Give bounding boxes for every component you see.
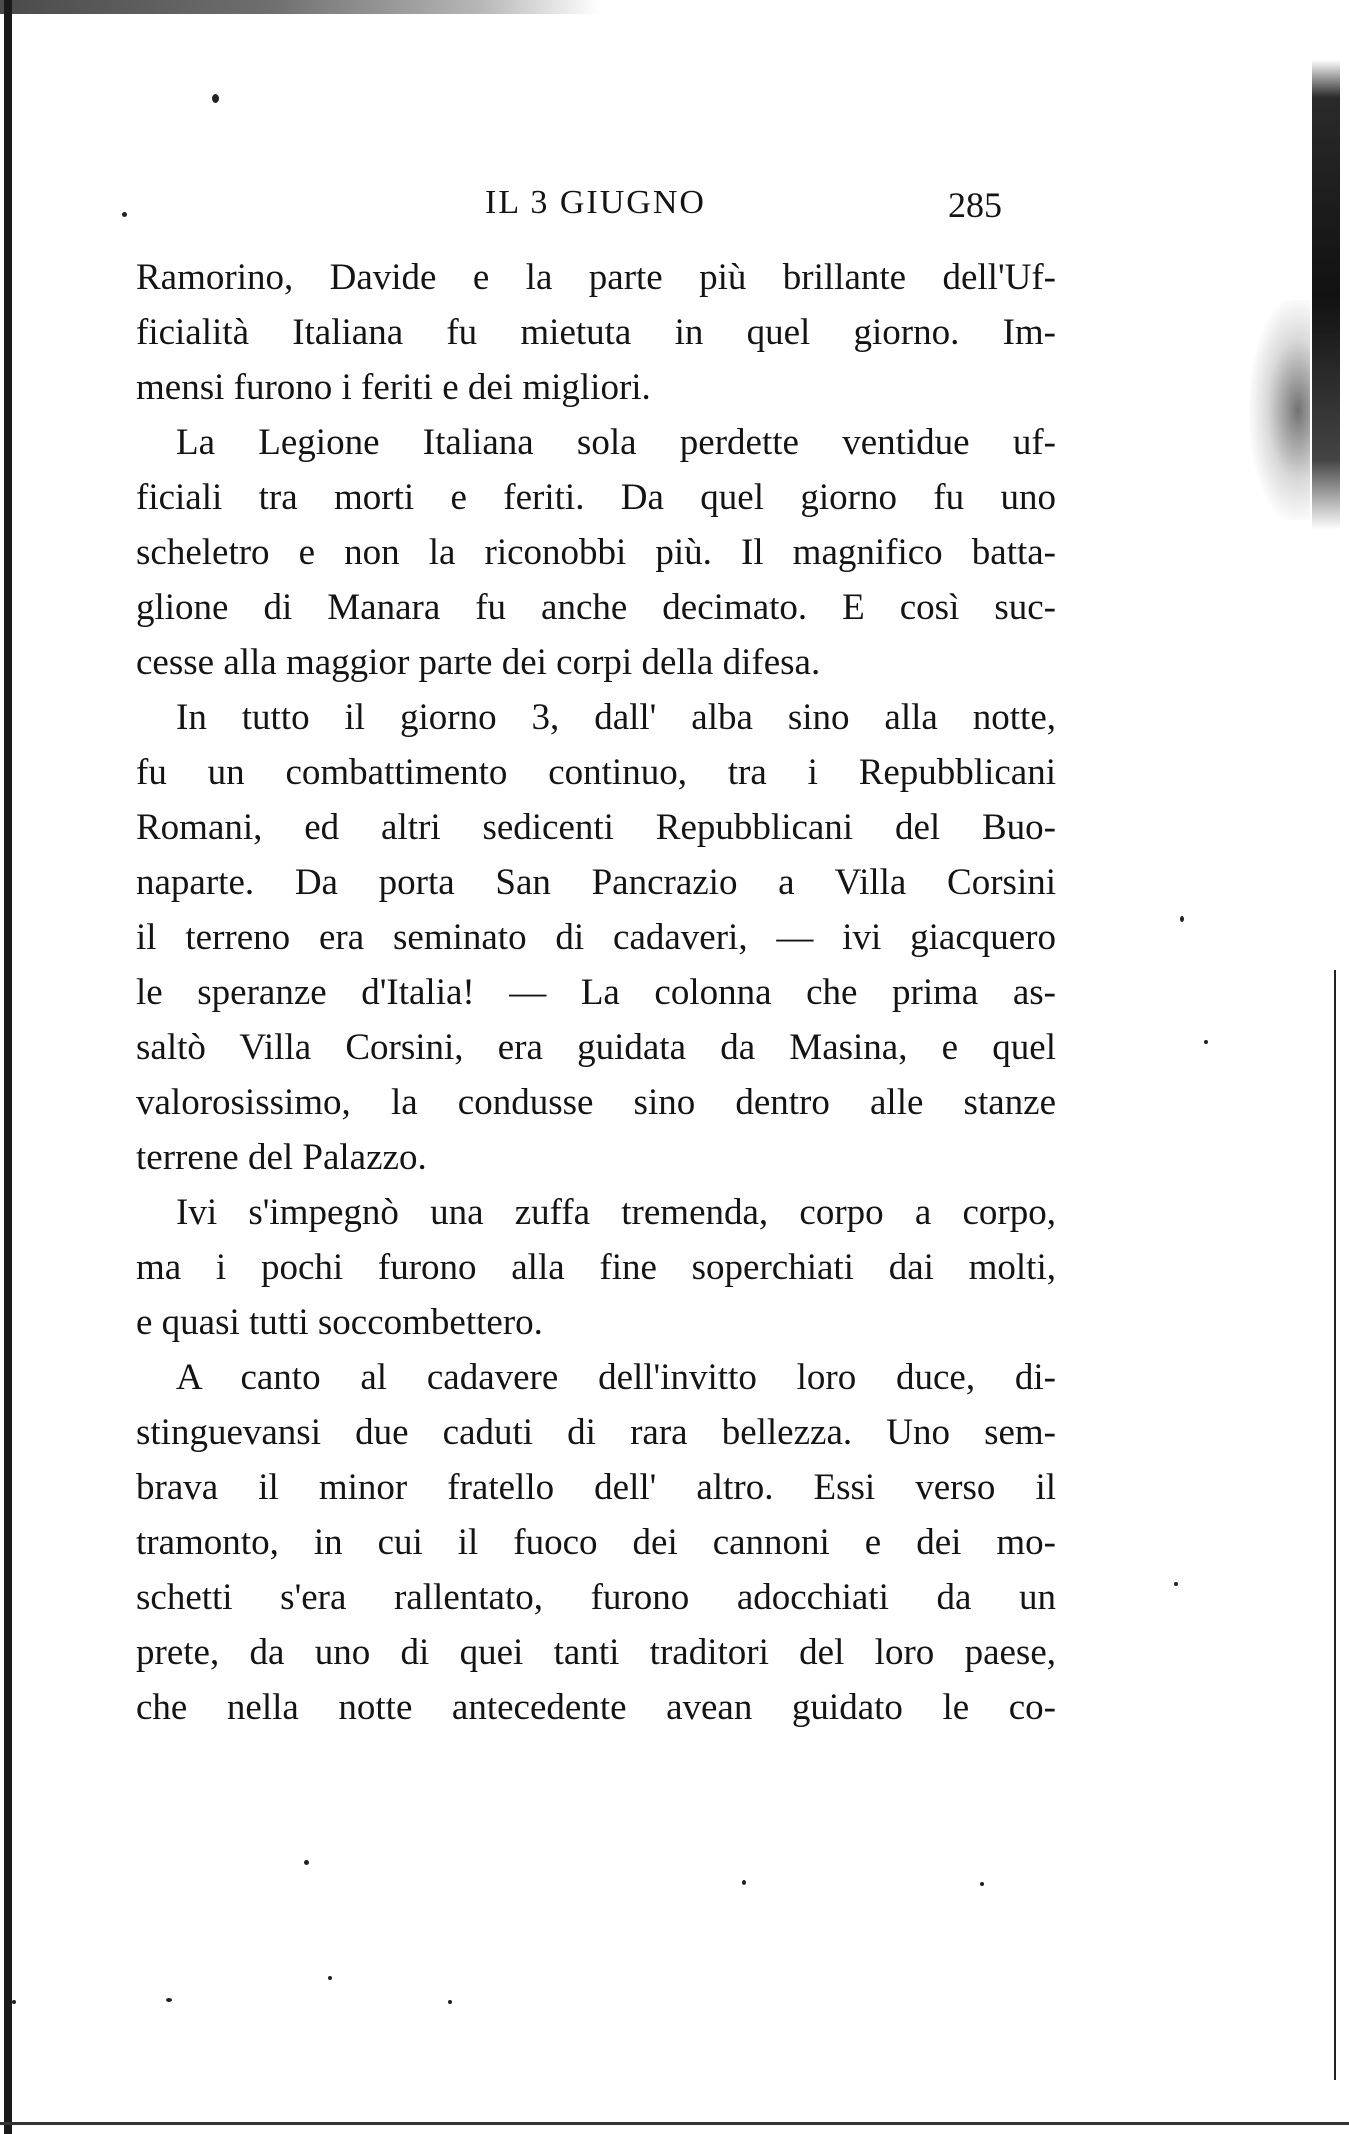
page-header [130,184,1030,234]
text-line: stinguevansi due caduti di rara bellezza. Uno sem- [136,1412,1056,1453]
text-line: tramonto, in cui il fuoco dei cannoni e dei mo- [136,1522,1056,1563]
text-line: fu un combattimento continuo, tra i Repubblicani [136,752,1056,793]
text-line: il terreno era seminato di cadaveri, — ivi giacquero [136,917,1056,958]
scan-speck [304,1860,309,1865]
text-line: ficialità Italiana fu mietuta in quel giorno. Im- [136,312,1056,353]
text-line: ma i pochi furono alla fine soperchiati dai molti, [136,1247,1056,1288]
scan-bottom-edge [0,2122,1349,2125]
text-line: In tutto il giorno 3, dall' alba sino alla notte, [176,697,1056,738]
text-line: prete, da uno di quei tanti traditori del loro paese, [136,1632,1056,1673]
text-line: saltò Villa Corsini, era guidata da Masina, e quel [136,1027,1056,1068]
scan-gutter-smudge [1250,300,1310,520]
text-line: schetti s'era rallentato, furono adocchiati da un [136,1577,1056,1618]
scan-right-rule [1334,970,1336,2080]
text-line: terrene del Palazzo. [136,1137,427,1178]
running-title: IL 3 GIUGNO [485,184,706,221]
text-line: Romani, ed altri sedicenti Repubblicani del Buo- [136,807,1056,848]
scan-speck [12,2000,16,2004]
scan-top-edge [0,0,600,14]
scan-speck [980,1882,984,1886]
scan-speck [448,2000,452,2004]
text-line: A canto al cadavere dell'invitto loro duce, di- [176,1357,1056,1398]
scan-speck [1174,1582,1178,1586]
text-line: valorosissimo, la condusse sino dentro alle stanze [136,1082,1056,1123]
text-line: naparte. Da porta San Pancrazio a Villa Corsini [136,862,1056,903]
text-line: e quasi tutti soccombettero. [136,1302,543,1343]
scan-left-edge [4,0,12,2134]
text-line: brava il minor fratello dell' altro. Essi verso il [136,1467,1056,1508]
text-line: mensi furono i feriti e dei migliori. [136,367,651,408]
text-line: che nella notte antecedente avean guidato le co- [136,1687,1056,1728]
scan-speck [1204,1040,1208,1044]
text-line: ficiali tra morti e feriti. Da quel giorno fu uno [136,477,1056,518]
text-line: glione di Manara fu anche decimato. E così suc- [136,587,1056,628]
page-number: 285 [948,185,1002,225]
text-line: La Legione Italiana sola perdette ventidue uf- [176,422,1056,463]
scan-speck [166,1998,172,2002]
text-line: cesse alla maggior parte dei corpi della difesa. [136,642,821,683]
body-text [136,250,1056,1735]
scan-gutter-shadow [1312,60,1340,530]
text-line: Ramorino, Davide e la parte più brillante dell'Uf- [136,257,1056,298]
scan-speck [328,1976,332,1980]
scan-speck [122,212,127,217]
scan-speck [1180,916,1184,922]
text-line: scheletro e non la riconobbi più. Il magnifico batta- [136,532,1056,573]
text-line: Ivi s'impegnò una zuffa tremenda, corpo a corpo, [176,1192,1056,1233]
scan-speck [212,94,219,103]
text-line: le speranze d'Italia! — La colonna che prima as- [136,972,1056,1013]
scan-speck [742,1880,746,1885]
